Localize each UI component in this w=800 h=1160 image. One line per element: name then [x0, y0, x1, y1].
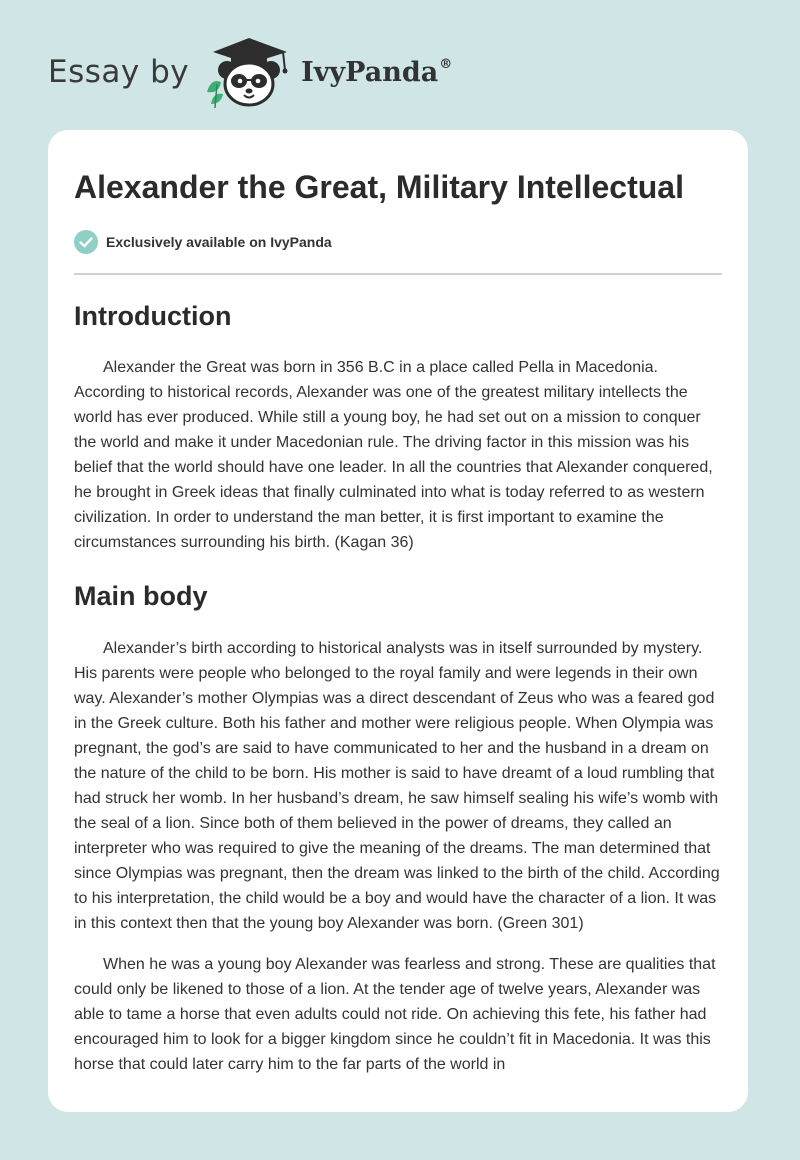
- brand-text: IvyPanda: [301, 56, 439, 88]
- section-heading-introduction: Introduction: [74, 300, 232, 331]
- essay-by-label: Essay by: [48, 54, 190, 90]
- essay-content: [48, 130, 748, 1077]
- main-body-paragraph-1: Alexander’s birth according to historical analysts was in itself surrounded by mystery. His parents were people who belonged to the royal family and were legends in their own way. Alexander’s mother Olympias was a direct descendant of Zeus who was a feared god in the Greek culture. Both his father and mother were religious people. When Olympia was pregnant, the god’s are said to have communicated to her and the husband in a dream on the nature of the child to be born. His mother is said to have dreamt of a loud rumbling that had struck her womb. In her husband’s dream, he saw himself sealing his wife’s womb with the seal of a lion. Since both of them believed in the power of dreams, they called an interpreter who was required to give the meaning of the dreams. The man determined that since Olympias was pregnant, then the dream was linked to the birth of the child. According to his interpretation, the child would be a boy and would have the character of a lion. It was in this context then that the young boy Alexander was born. (Green 301): [74, 639, 720, 932]
- availability-text: Exclusively available on IvyPanda: [106, 234, 332, 250]
- registered-mark: ®: [439, 56, 453, 72]
- section-heading-main-body: Main body: [74, 580, 208, 611]
- panda-graduate-icon[interactable]: [203, 34, 295, 110]
- availability-badge: [74, 229, 722, 255]
- brand-name[interactable]: [301, 57, 452, 88]
- check-circle-icon: [74, 230, 98, 254]
- title-divider: [74, 273, 722, 275]
- introduction-paragraph: Alexander the Great was born in 356 B.C in a place called Pella in Macedonia. According to historical records, Alexander was one of the greatest military intellects the world has ever produced. While still a young boy, he had set out on a mission to conquer the world and make it under Macedonian rule. The driving factor in this mission was his belief that the world should have one leader. In all the countries that Alexander conquered, he brought in Greek ideas that finally culminated into what is today referred to as western civilization. In order to understand the man better, it is first important to examine the circumstances surrounding his birth. (Kagan 36): [74, 358, 713, 551]
- site-header: [48, 34, 452, 110]
- essay-title: Alexander the Great, Military Intellectual: [74, 169, 684, 205]
- essay-card: [48, 130, 748, 1112]
- main-body-paragraph-2: When he was a young boy Alexander was fearless and strong. These are qualities that could only be likened to those of a lion. At the tender age of twelve years, Alexander was able to tame a horse that even adults could not ride. On achieving this fete, his father had encouraged him to look for a bigger kingdom since he couldn’t fit in Macedonia. It was this horse that could later carry him to the far parts of the world in: [74, 955, 716, 1073]
